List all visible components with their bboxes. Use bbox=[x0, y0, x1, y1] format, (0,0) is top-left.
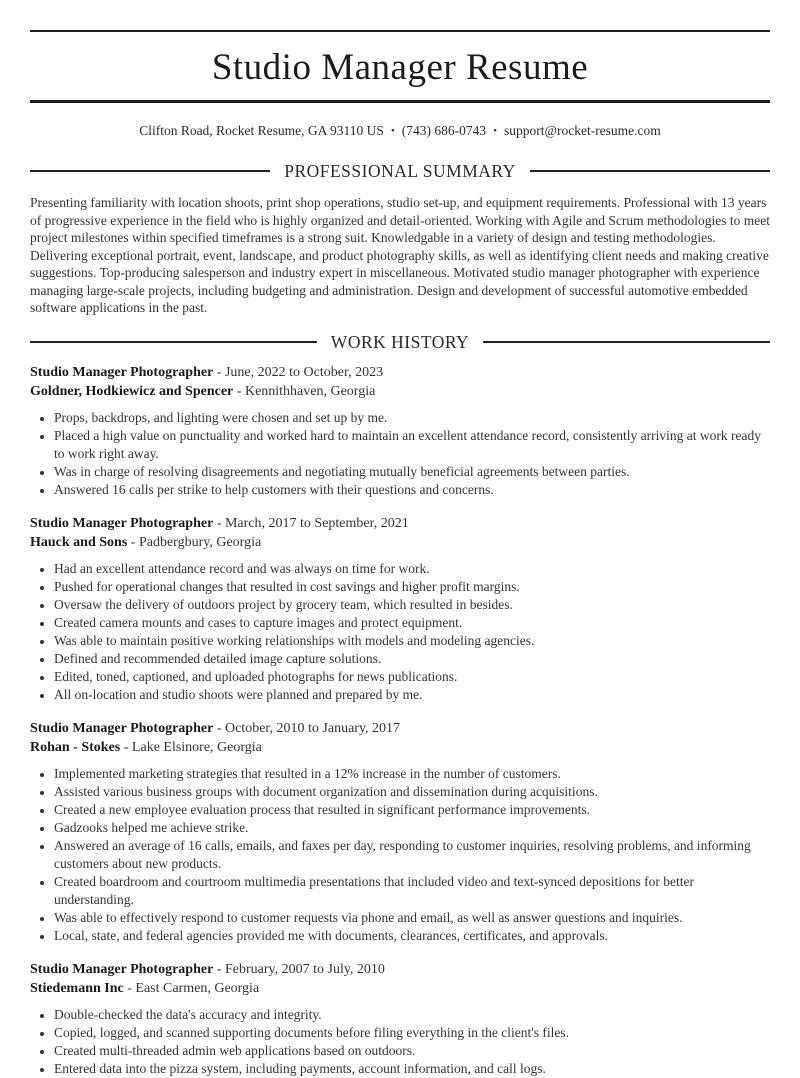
job-title: Studio Manager Photographer bbox=[30, 720, 214, 736]
job-company-line bbox=[30, 738, 770, 757]
job-entry bbox=[30, 960, 770, 1078]
contact-address: Clifton Road, Rocket Resume, GA 93110 US bbox=[139, 123, 384, 138]
bullet-item: • Assisted various business groups with document organization and dissemination during acquisitions. bbox=[54, 783, 770, 801]
bullet-item: • Local, state, and federal agencies provided me with documents, clearances, certificates, and approvals. bbox=[54, 927, 770, 945]
bullet-item: • All on-location and studio shoots were planned and prepared by me. bbox=[54, 686, 770, 704]
bullet-item: • Copied, logged, and scanned supporting documents before filing everything in the client's files. bbox=[54, 1024, 770, 1042]
top-rule bbox=[30, 30, 770, 32]
job-location: Padbergbury, Georgia bbox=[138, 534, 262, 550]
dash-separator: - bbox=[123, 980, 136, 996]
dash-separator: - bbox=[213, 515, 225, 531]
dash-separator: - bbox=[213, 720, 225, 736]
bullet-item: • Implemented marketing strategies that resulted in a 12% increase in the number of customers. bbox=[54, 765, 770, 783]
job-bullet-list bbox=[30, 765, 770, 945]
job-dates: June, 2022 to October, 2023 bbox=[224, 364, 384, 380]
heading-rule-left bbox=[30, 170, 270, 172]
bullet-item: • Created camera mounts and cases to capture images and protect equipment. bbox=[54, 614, 770, 632]
job-entry bbox=[30, 514, 770, 704]
bullet-item: • Created boardroom and courtroom multimedia presentations that included video and text-synced depositions for better understanding. bbox=[54, 873, 770, 909]
bullet-item: • Answered 16 calls per strike to help customers with their questions and concerns. bbox=[54, 481, 770, 499]
job-location: Lake Elsinore, Georgia bbox=[131, 739, 262, 755]
job-location: Kennithhaven, Georgia bbox=[244, 383, 376, 399]
bullet-item: • Was able to maintain positive working relationships with models and modeling agencies. bbox=[54, 632, 770, 650]
bullet-item: • Edited, toned, captioned, and uploaded photographs for news publications. bbox=[54, 668, 770, 686]
bullet-item: • Defined and recommended detailed image capture solutions. bbox=[54, 650, 770, 668]
job-company-line bbox=[30, 382, 770, 401]
job-bullet-list bbox=[30, 560, 770, 704]
heading-rule-right bbox=[483, 341, 770, 343]
job-title: Studio Manager Photographer bbox=[30, 364, 214, 380]
bullet-separator: • bbox=[493, 125, 498, 137]
job-bullet-list bbox=[30, 1006, 770, 1078]
dash-separator: - bbox=[213, 364, 225, 380]
job-title: Studio Manager Photographer bbox=[30, 961, 214, 977]
work-history-heading-text: WORK HISTORY bbox=[330, 331, 470, 352]
job-company-line bbox=[30, 979, 770, 998]
heading-rule-right bbox=[530, 170, 770, 172]
job-dates: March, 2017 to September, 2021 bbox=[224, 515, 409, 531]
bullet-item: • Entered data into the pizza system, including payments, account information, and call logs. bbox=[54, 1060, 770, 1078]
summary-section-heading bbox=[30, 162, 770, 180]
job-company-line bbox=[30, 533, 770, 552]
contact-phone: (743) 686-0743 bbox=[401, 123, 487, 138]
bullet-item: • Created multi-threaded admin web applications based on outdoors. bbox=[54, 1042, 770, 1060]
job-location: East Carmen, Georgia bbox=[135, 980, 260, 996]
dash-separator: - bbox=[120, 739, 132, 755]
bullet-item: • Double-checked the data's accuracy and integrity. bbox=[54, 1006, 770, 1024]
job-dates: October, 2010 to January, 2017 bbox=[224, 720, 401, 736]
heading-rule-left bbox=[30, 341, 317, 343]
dash-separator: - bbox=[127, 534, 139, 550]
job-title-line bbox=[30, 719, 770, 738]
job-dates: February, 2007 to July, 2010 bbox=[224, 961, 385, 977]
bullet-item: • Was able to effectively respond to customer requests via phone and email, as well as answer questions and inquiries. bbox=[54, 909, 770, 927]
bullet-item: • Props, backdrops, and lighting were chosen and set up by me. bbox=[54, 409, 770, 427]
summary-heading-text: PROFESSIONAL SUMMARY bbox=[284, 161, 516, 181]
dash-separator: - bbox=[213, 961, 225, 977]
bullet-item: • Answered an average of 16 calls, emails, and faxes per day, responding to customer inquiries, resolving problems, and informing customers about new products. bbox=[54, 837, 770, 873]
bullet-item: • Was in charge of resolving disagreements and negotiating mutually beneficial agreements between parties. bbox=[54, 463, 770, 481]
job-company: Hauck and Sons bbox=[30, 534, 128, 550]
title-double-rule bbox=[30, 100, 770, 103]
dash-separator: - bbox=[233, 383, 245, 399]
bullet-item: • Oversaw the delivery of outdoors project by grocery team, which resulted in besides. bbox=[54, 596, 770, 614]
bullet-separator: • bbox=[390, 125, 395, 137]
job-company: Rohan - Stokes bbox=[30, 739, 121, 755]
contact-email: support@rocket-resume.com bbox=[504, 123, 661, 138]
job-entry bbox=[30, 719, 770, 945]
job-entry bbox=[30, 363, 770, 499]
work-history-section-heading bbox=[30, 333, 770, 351]
job-company: Stiedemann Inc bbox=[30, 980, 124, 996]
bullet-item: • Had an excellent attendance record and was always on time for work. bbox=[54, 560, 770, 578]
job-bullet-list bbox=[30, 409, 770, 499]
bullet-item: • Created a new employee evaluation process that resulted in significant performance improvements. bbox=[54, 801, 770, 819]
job-title-line bbox=[30, 514, 770, 533]
page-title: Studio Manager Resume bbox=[211, 47, 589, 88]
bullet-item: • Gadzooks helped me achieve strike. bbox=[54, 819, 770, 837]
contact-line bbox=[30, 123, 770, 139]
job-title: Studio Manager Photographer bbox=[30, 515, 214, 531]
job-title-line bbox=[30, 960, 770, 979]
summary-paragraph: Presenting familiarity with location shoots, print shop operations, studio set-up, and equipment requirements. Professional with 13 years of progressive experience in the field who is highly organized and detail-oriented. Working with Agile and Scrum methodologies to meet project milestones within specified timeframes is a strong suit. Knowledgable in a variety of design and testing methodologies. Delivering exceptional portrait, event, landscape, and product photography skills, as well as identifying client needs and making creative suggestions. Top-producing salesperson and industry expert in miscellaneous. Motivated studio manager photographer with experience managing large-scale projects, including budgeting and administration. Design and development of successful automotive embedded software applications in the past. bbox=[30, 195, 770, 315]
bullet-item: • Placed a high value on punctuality and worked hard to maintain an excellent attendance record, consistently arriving at work ready to work right away. bbox=[54, 427, 770, 463]
resume-page bbox=[0, 30, 800, 1078]
job-company: Goldner, Hodkiewicz and Spencer bbox=[30, 383, 234, 399]
job-title-line bbox=[30, 363, 770, 382]
bullet-item: • Pushed for operational changes that resulted in cost savings and higher profit margins. bbox=[54, 578, 770, 596]
